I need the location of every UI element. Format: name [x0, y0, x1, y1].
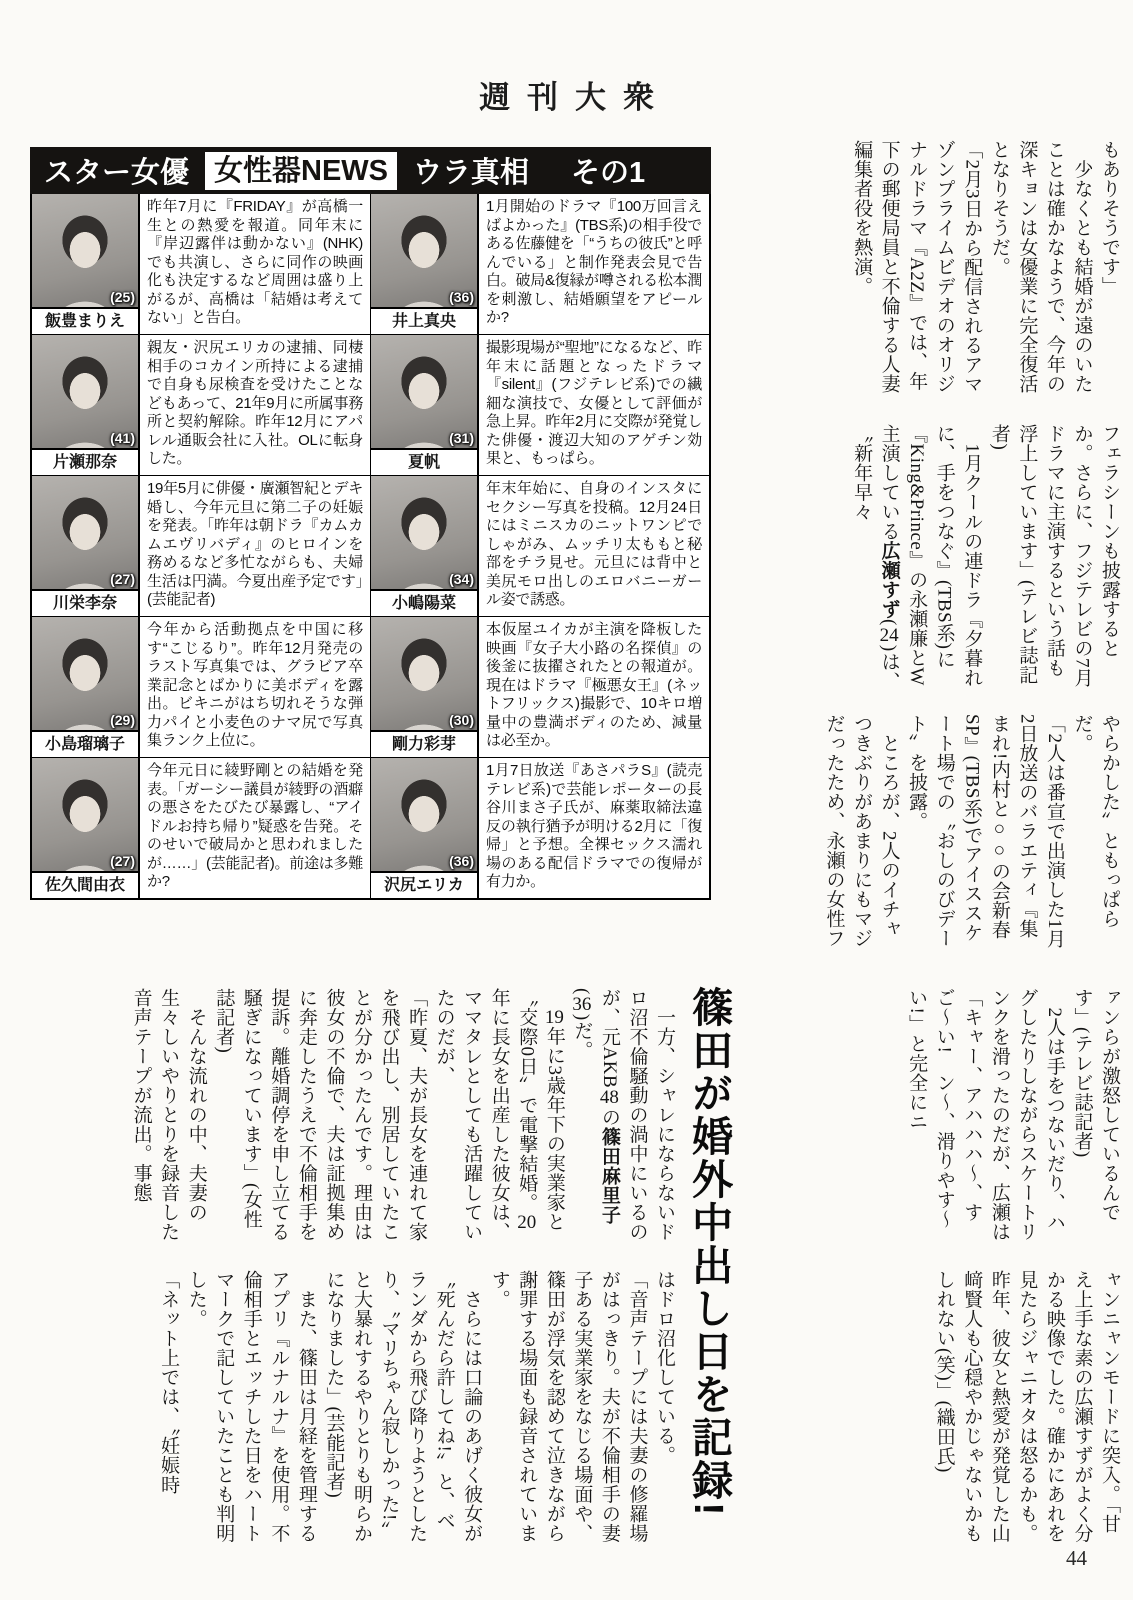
actress-age-badge: (25): [110, 289, 135, 305]
actress-caption-text: 撮影現場が“聖地”になるなど、昨年末に話題となったドラマ『silent』(フジテレビ系)での繊細な演技で、女優として評価が急上昇。昨年2月に交際が発覚した俳優・渡辺大知のアゲチン効果と、もっぱら。: [486, 339, 702, 468]
article-paragraph: ァンらが激怒しているんです」(テレビ誌記者): [1071, 988, 1120, 1222]
actress-caption-text: 19年5月に俳優・廣瀬智紀とデキ婚し、今年元旦に第二子の妊娠を発表。「昨年は朝ドラ『カムカムエヴリバディ』のヒロインを務めるなど多忙ながらも、夫婦生活は円満。今夏出産予定です」(芸能記者): [147, 480, 363, 609]
article-paragraph: 「音声テープには夫妻の修羅場がはっきり。夫が不倫相手の妻子ある実業家をなじる場面や、篠田が浮気を認めて泣きながら謝罪する場面も録音されています。: [488, 1270, 648, 1543]
article-paragraph: やらかした〟ともっぱらだ。: [1071, 714, 1120, 929]
page-number: 44: [1066, 1546, 1087, 1570]
actress-entry: [371, 476, 709, 616]
article-column-band-3: [823, 714, 1123, 950]
actress-age-badge: (27): [110, 853, 135, 869]
article-paragraph: ャンニャンモードに突入。「甘え上手な素の広瀬すずがよく分かる映像でした。確かにあれを見たらジャニオタは怒るかも。昨年、彼女と熱愛が発覚した山﨑賢人も心穏やかじゃないかもしれない(笑)」(織田氏): [933, 1270, 1120, 1543]
actress-age-badge: (31): [449, 430, 474, 446]
actress-photo: [32, 476, 140, 616]
actress-age-badge: (27): [110, 571, 135, 587]
article-paragraph: 「2月3日から配信されるアマゾンプライムビデオのオリジナルドラマ『A2Z』では、年下の郵便局員と不倫する人妻編集者役を熱演。: [851, 140, 983, 394]
banner-part-label: その1: [571, 157, 646, 189]
article-column-band-5: [883, 1270, 1123, 1548]
actress-photo: [371, 758, 479, 898]
article-paragraph: もありそうです」: [1099, 140, 1120, 296]
actress-photo: [32, 617, 140, 757]
article-paragraph: 一方、シャレにならないドロ沼不倫騒動の渦中にいるのが、元AKB48の篠田麻里子(36)だ。: [571, 988, 675, 1242]
actress-photo: [371, 194, 479, 334]
article-column-band-4: [883, 988, 1123, 1246]
article-paragraph: 2人は手をつないだり、ハグしたりしながらスケートリンクを滑ったのだが、広瀬は「キャー、アハハハ〜、すご〜い! ン〜、滑りやす〜い!」と完全にニ: [906, 988, 1065, 1242]
article-column-band-2: [823, 424, 1123, 692]
actress-entry: [32, 476, 370, 616]
actress-caption-text: 年末年始に、自身のインスタにセクシー写真を投稿。12月24日にはミニスカのニットワンピでしゃがみ、ムッチリ太ももと秘部をチラ見せ。元旦には背中と美尻モロ出しのエロバニーガール姿で誘惑。: [486, 480, 702, 609]
actress-entry: [371, 194, 709, 334]
article-paragraph: はドロ沼化している。: [654, 1270, 675, 1465]
article-paragraph: 少なくとも結婚が遠のいたことは確かなようで、今年の深キョンは女優業に完全復活となりそうだ。: [988, 140, 1093, 394]
actress-photo: [371, 617, 479, 757]
actress-caption-text: 親友・沢尻エリカの逮捕、同棲相手のコカイン所持による逮捕で自身も尿検査を受けたことなどもあって、21年9月に所属事務所と契約解除。昨年12月にアパレル通販会社に入社。OLに転身した。: [147, 339, 363, 468]
actress-age-badge: (29): [110, 712, 135, 728]
actress-name-label: 沢尻エリカ: [371, 871, 477, 898]
article-paragraph: フェラシーンも披露するとか。さらに、フジテレビの7月ドラマに主演するという話も浮上しています」(テレビ誌記者): [988, 424, 1120, 688]
actress-name-label: 小嶋陽菜: [371, 589, 477, 616]
actress-name-label: 佐久間由衣: [32, 871, 138, 898]
actress-name-label: 小島瑠璃子: [32, 730, 138, 757]
actress-entry: [32, 335, 370, 475]
actress-entry: [371, 335, 709, 475]
article-paragraph: 「ネット上では、〝妊娠時: [158, 1270, 180, 1495]
actress-entry: [32, 617, 370, 757]
article-paragraph: そんな流れの中、夫妻の生々しいやりとりを録音した音声テープが流出。事態: [130, 988, 207, 1242]
actress-name-label: 飯豊まりえ: [32, 307, 138, 334]
actress-entry: [32, 758, 370, 898]
actress-caption-text: 今年元日に綾野剛との結婚を発表。「ガーシー議員が綾野の酒癖の悪さをたびたび暴露し、“アイドルお持ち帰り”疑惑を告発。そのせいで破局かと思われましたが……」(芸能記者)。前途は多難か?: [147, 762, 363, 891]
actress-name-label: 夏帆: [371, 448, 477, 475]
actress-caption-text: 今年から活動拠点を中国に移す“こじるり”。昨年12月発売のラスト写真集では、グラビア卒業記念とばかりに美ボディを露出。ビキニがはち切れそうな弾力パイと小麦色のナマ尻で写真集ランク上位に。: [147, 621, 363, 750]
actress-age-badge: (30): [449, 712, 474, 728]
actress-age-badge: (36): [449, 289, 474, 305]
article-paragraph: 1月クールの連ドラ『夕暮れに、手をつなぐ』(TBS系)に『King&Prince』の永瀬廉とW主演している広瀬すず(24)は、〝新年早々: [851, 424, 983, 691]
actress-photo: [32, 758, 140, 898]
actress-name-label: 剛力彩芽: [371, 730, 477, 757]
actress-photo: [371, 476, 479, 616]
article-paragraph: 「昨夏、夫が長女を連れて家を飛び出し、別居していたことが分かったんです。理由は彼女の不倫で、夫は証拠集めに奔走したうえで不倫相手を提訴。離婚調停を申し立てる騒ぎになっています」(女性誌記者): [213, 988, 428, 1242]
banner-left-label: スター女優: [44, 157, 190, 189]
actress-age-badge: (41): [110, 430, 135, 446]
actress-age-badge: (36): [449, 853, 474, 869]
actress-caption-text: 1月開始のドラマ『100万回言えばよかった』(TBS系)の相手役である佐藤健を「“うちの彼氏”と呼んでいる」と制作発表会見で告白。破局&復縁が噂される松本潤を刺激し、結婚願望をアピールか?: [486, 198, 702, 327]
actress-photo: [371, 335, 479, 475]
star-actress-feature-box: [30, 147, 711, 900]
shinoda-headline: 篠田が婚外中出し日を記録!: [686, 986, 733, 1518]
article-paragraph: また、篠田は月経を管理するアプリ『ルナルナ』を使用。不倫相手とエッチした日をハートマークで記していたことも判明した。: [185, 1270, 317, 1543]
actress-age-badge: (34): [449, 571, 474, 587]
actress-photo: [32, 194, 140, 334]
article-column-band-1: [823, 140, 1123, 398]
actress-caption-text: 1月7日放送『あさパラS』(読売テレビ系)で芸能レポーターの長谷川まさ子氏が、麻薬取締法違反の執行猶予が明ける2月に「復帰」と予想。全裸セックス濡れ場のある配信ドラマでの復帰が有力か。: [486, 762, 702, 891]
actress-caption-text: 昨年7月に『FRIDAY』が高橋一生との熱愛を報道。同年末に『岸辺露伴は動かない』(NHK)でも共演し、さらに同作の映画化も決定するなど周囲は盛り上がるが、高橋は「結婚は考えてない」と告白。: [147, 198, 363, 327]
article-paragraph: ところが、2人のイチャつきぶりがあまりにもマジだったため、永瀬の女性フ: [823, 714, 900, 948]
article-paragraph: 「2人は番宣で出演した1月2日放送のバラエティ『集まれ!内村と○○の会新春SP』(TBS系)でアイススケート場での〝おしのびデート〟を披露。: [906, 714, 1065, 949]
banner-right-label: ウラ真相: [413, 157, 530, 189]
actress-grid: [30, 194, 711, 900]
shinoda-article-band-2: [78, 1270, 678, 1548]
actress-name-label: 川栄李奈: [32, 589, 138, 616]
actress-caption-text: 本仮屋ユイカが主演を降板した映画『女子大小路の名探偵』の後釜に抜擢されたとの報道が。現在はドラマ『極悪女王』(ネットフリックス)撮影で、10キロ増量中の豊満ボディのため、減量は必至か。: [486, 621, 702, 750]
feature-banner: [30, 147, 711, 194]
shinoda-article-band-1: [78, 988, 678, 1246]
article-paragraph: 19年に3歳年下の実業家と〝交際0日〟で電撃結婚。20年に長女を出産した彼女は、ママタレとしても活躍していたのだが、: [433, 988, 565, 1242]
banner-highlight-label: 女性器NEWS: [205, 152, 397, 190]
article-paragraph: さらには口論のあげく彼女が〝死んだら許してね!〟と、ベランダから飛び降りようとしたり、〝マリちゃん寂しかった!〟と大暴れするやりとりも明らかになりました」(芸能記者): [323, 1270, 483, 1543]
actress-name-label: 片瀬那奈: [32, 448, 138, 475]
actress-name-label: 井上真央: [371, 307, 477, 334]
actress-entry: [371, 758, 709, 898]
magazine-title: 週刊大衆: [479, 80, 671, 115]
actress-entry: [371, 617, 709, 757]
actress-photo: [32, 335, 140, 475]
actress-entry: [32, 194, 370, 334]
